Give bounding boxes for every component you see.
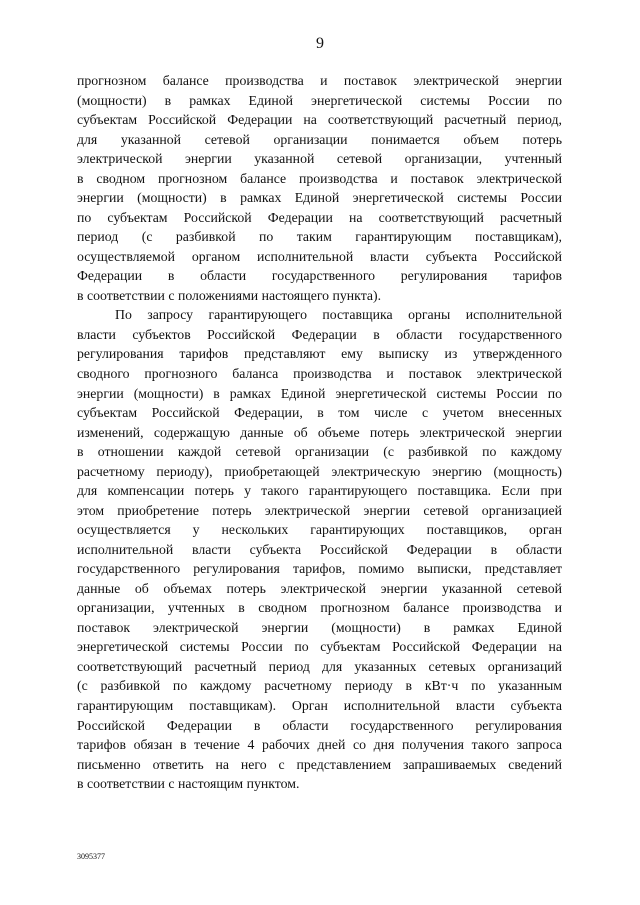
text-line: энергии (мощности) в рамках Единой энергетической системы России — [77, 190, 562, 206]
text-line: соответствующий расчетный период для указанных сетевых организаций — [77, 658, 562, 674]
text-line: осуществляемой органом исполнительной власти субъекта Российской — [77, 248, 562, 264]
text-line: энергии (мощности) в рамках Единой энергетической системы России по — [77, 385, 562, 401]
document-body — [77, 71, 562, 794]
text-line: этом приобретение потерь электрической энергии сетевой организацией — [77, 502, 562, 518]
text-line: в соответствии с настоящим пунктом. — [77, 776, 300, 792]
text-line: Российской Федерации в области государственного регулирования — [77, 717, 562, 733]
text-line: период (с разбивкой по таким гарантирующим поставщикам), — [77, 229, 562, 245]
text-line: власти субъектов Российской Федерации в области государственного — [77, 326, 562, 342]
text-line: государственного регулирования тарифов, помимо выписки, представляет — [77, 561, 562, 577]
text-line: регулирования тарифов представляют ему выписку из утвержденного — [77, 346, 562, 362]
text-line: субъектам Российской Федерации, в том числе с учетом внесенных — [77, 405, 562, 421]
text-line: прогнозном балансе производства и поставок электрической энергии — [77, 73, 562, 88]
text-line: для компенсации потерь у такого гарантирующего поставщика. Если при — [77, 483, 562, 499]
text-line: тарифов обязан в течение 4 рабочих дней со дня получения такого запроса — [77, 737, 562, 753]
text-line: осуществляется у нескольких гарантирующих поставщиков, орган — [77, 522, 562, 538]
text-line: в соответствии с положениями настоящего пункта). — [77, 287, 382, 303]
paragraph — [77, 71, 562, 305]
text-line: сводного прогнозного баланса производства и поставок электрической — [77, 365, 562, 381]
text-line: исполнительной власти субъекта Российской Федерации в области — [77, 541, 562, 557]
text-line: электрической энергии указанной сетевой организации, учтенный — [77, 151, 562, 167]
text-line: для указанной сетевой организации понимается объем потерь — [77, 131, 562, 147]
text-line: энергетической системы России по субъектам Российской Федерации на — [77, 639, 562, 655]
text-line: поставок электрической энергии (мощности) в рамках Единой — [77, 619, 562, 635]
text-line: данные об объемах потерь электрической энергии указанной сетевой — [77, 580, 562, 596]
text-line: гарантирующим поставщикам). Орган исполнительной власти субъекта — [77, 698, 562, 713]
text-line: изменений, содержащую данные об объеме потерь электрической энергии — [77, 424, 562, 440]
paragraph — [77, 305, 562, 793]
text-line: в отношении каждой сетевой организации (с разбивкой по каждому — [77, 444, 562, 460]
text-line: в сводном прогнозном балансе производства и поставок электрической — [77, 170, 562, 186]
text-line: Федерации в области государственного регулирования тарифов — [77, 268, 562, 284]
text-line: субъектам Российской Федерации на соответствующий расчетный период, — [77, 112, 562, 128]
text-line: (мощности) в рамках Единой энергетической системы России по — [77, 92, 562, 108]
text-line: По запросу гарантирующего поставщика органы исполнительной — [115, 307, 562, 323]
text-line: (с разбивкой по каждому расчетному периоду в кВт·ч по указанным — [77, 678, 562, 694]
text-line: организации, учтенных в сводном прогнозном балансе производства и — [77, 600, 562, 616]
text-line: расчетному периоду), приобретающей электрическую энергию (мощность) — [77, 463, 562, 479]
document-code: 3095377 — [77, 852, 105, 861]
text-line: по субъектам Российской Федерации на соответствующий расчетный — [77, 209, 562, 225]
text-line: письменно ответить на него с представлением запрашиваемых сведений — [77, 756, 562, 772]
page-number: 9 — [316, 35, 324, 52]
